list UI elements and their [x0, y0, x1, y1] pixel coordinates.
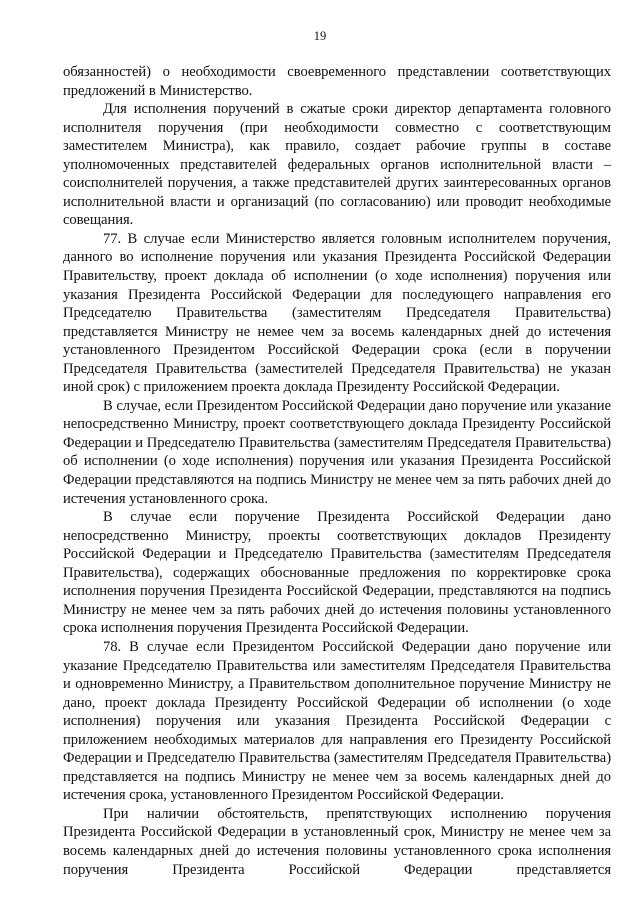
paragraph-working-groups: Для исполнения поручений в сжатые сроки директор департамента головного исполнителя поручения (при необходимости совместно с соответствующим заместителем Министра), как правило, создает рабочие группы в составе уполномоченных представителей федеральных органов исполнительной власти – соисполнителей поручения, а также представителей других заинтересованных органов исполнительной власти и организаций (по согласованию) или проводит необходимые совещания.	[63, 101, 611, 229]
paragraph-77-direct-instruction: В случае, если Президентом Российской Федерации дано поручение или указание непосредственно Министру, проект соответствующего доклада Президенту Российской Федерации и Председателю Правительства (заместителям Председателя Правительства) об исполнении (о ходе исполнения) поручения или указания Президента Российской Федерации представляются на подпись Министру не менее чем за пять рабочих дней до истечения установленного срока.	[63, 397, 611, 507]
page-number: 19	[313, 29, 327, 43]
paragraph-continuation: обязанностей) о необходимости своевременного представлении соответствующих предложений в Министерство.	[63, 64, 611, 99]
paragraph-78: 78. В случае если Президентом Российской Федерации дано поручение или указание Председателю Правительства или заместителям Председателя Правительства и одновременно Министру, а Правительством дополнительное поручение Министру не дано, проект доклада Президенту Российской Федерации об исполнении (о ходе исполнения) поручения или указания Президента Российской Федерации с приложением необходимых материалов для направления его Президенту Российской Федерации и Председателю Правительства (заместителям Председателя Правительства) представляется на подпись Министру не менее чем за восемь календарных дней до истечения срока, установленного Президентом Российской Федерации.	[63, 638, 611, 804]
paragraph-77: 77. В случае если Министерство является головным исполнителем поручения, данного во исполнение поручения или указания Президента Российской Федерации Правительству, проект доклада об исполнении (о ходе исполнения) поручения или указания Президента Российской Федерации для последующего направления его Председателю Правительства (заместителям Председателя Правительства) представляется Министру не немее чем за восемь календарных дней до истечения установленного Президентом Российской Федерации срока (если в поручении Председателя Правительства (заместителей Председателя Правительства) не указан иной срок) с приложением проекта доклада Президенту Российской Федерации.	[63, 230, 611, 396]
document-body	[63, 63, 611, 879]
paragraph-77-deadline-adjustment: В случае если поручение Президента Российской Федерации дано непосредственно Министру, проекты соответствующих докладов Президенту Российской Федерации и Председателю Правительства (заместителям Председателя Правительства), содержащих обоснованные предложения по корректировке срока исполнения поручения Президента Российской Федерации, представляются на подпись Министру не менее чем за пять рабочих дней до истечения половины установленного срока исполнения поручения Президента Российской Федерации.	[63, 509, 611, 637]
paragraph-78-obstacles: При наличии обстоятельств, препятствующих исполнению поручения Президента Российской Федерации в установленный срок, Министру не менее чем за восемь календарных дней до истечения половины установленного срока исполнения поручения Президента Российской Федерации представляется	[63, 805, 611, 878]
